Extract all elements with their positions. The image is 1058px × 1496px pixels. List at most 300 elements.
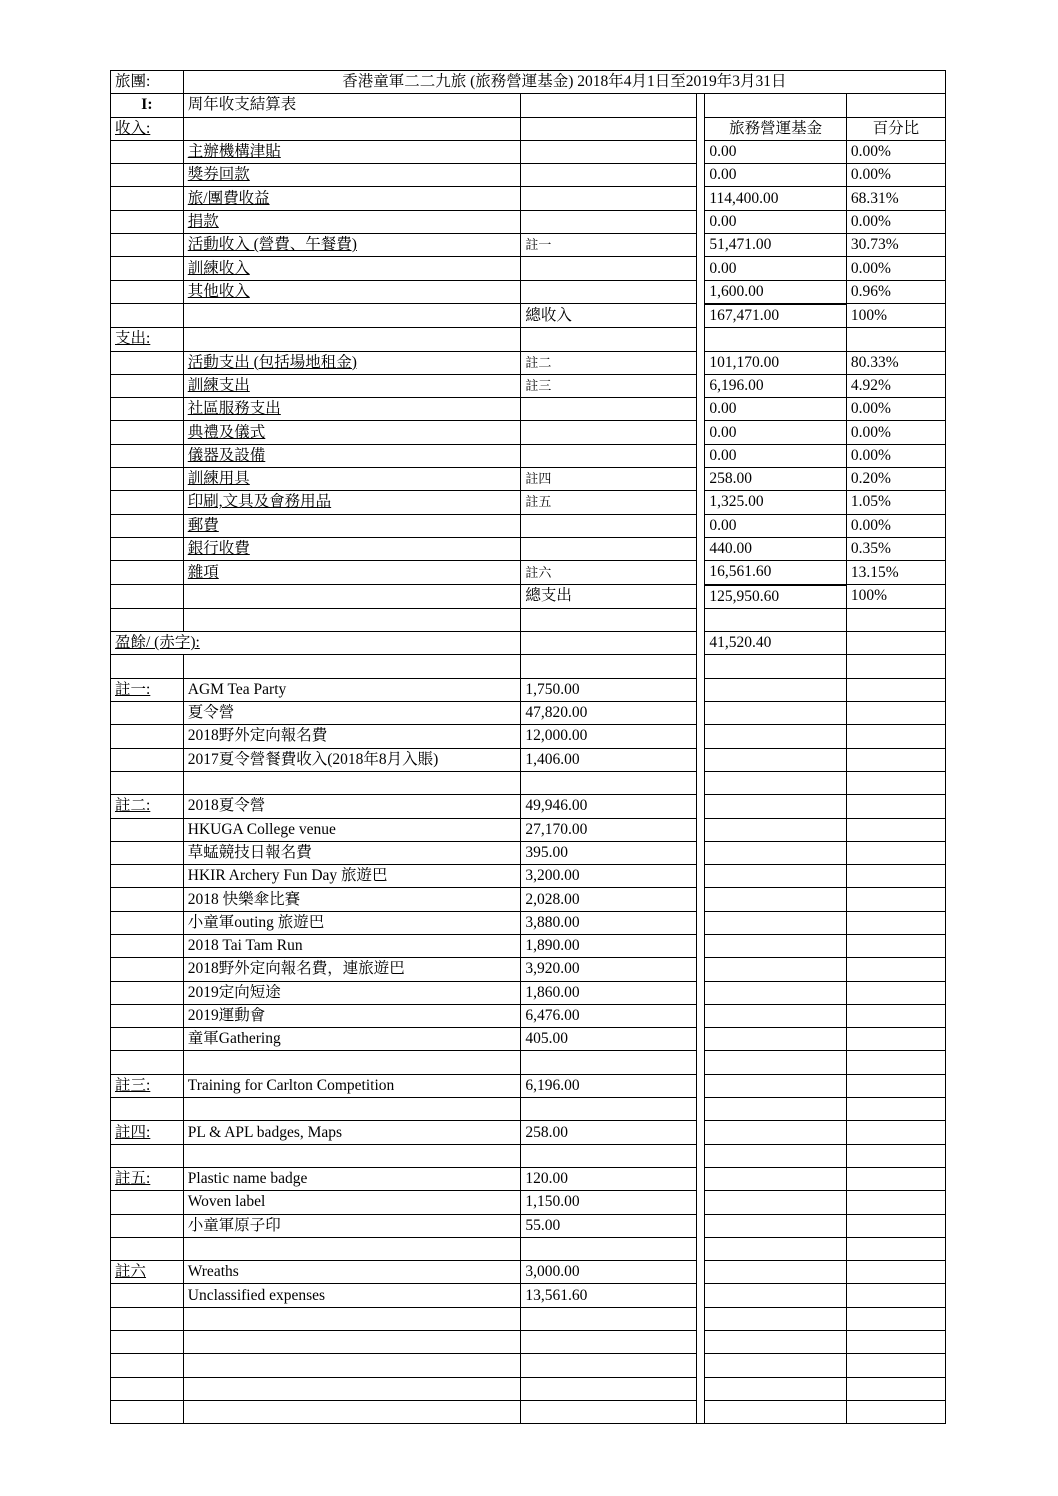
note-item-amount: 395.00 bbox=[521, 841, 697, 864]
note-row bbox=[111, 1261, 946, 1284]
column-gap bbox=[697, 1400, 705, 1423]
blank-cell bbox=[705, 911, 847, 934]
section-number: I: bbox=[111, 94, 184, 117]
blank-cell bbox=[521, 94, 697, 117]
blank-cell bbox=[521, 632, 697, 655]
income-heading: 收入: bbox=[111, 117, 184, 140]
note-row bbox=[111, 1214, 946, 1237]
income-item-amount: 0.00 bbox=[705, 210, 847, 233]
blank-cell bbox=[846, 841, 945, 864]
expense-item-label: 儀器及設備 bbox=[183, 444, 521, 467]
blank-cell bbox=[183, 585, 521, 609]
blank-cell bbox=[705, 771, 847, 794]
blank-cell bbox=[846, 702, 945, 725]
blank-cell bbox=[111, 491, 184, 514]
note-item-label: 2017夏令營餐費收入(2018年8月入賬) bbox=[183, 748, 521, 771]
blank-cell bbox=[705, 328, 847, 351]
column-gap bbox=[697, 94, 705, 117]
blank-cell bbox=[705, 1167, 847, 1190]
expense-row bbox=[111, 468, 946, 491]
blank-cell bbox=[111, 585, 184, 609]
income-item-percent: 0.00% bbox=[846, 257, 945, 280]
column-gap bbox=[697, 1331, 705, 1354]
blank-cell bbox=[705, 1237, 847, 1260]
expense-item-amount: 258.00 bbox=[705, 468, 847, 491]
blank-cell bbox=[705, 748, 847, 771]
blank-cell bbox=[111, 771, 184, 794]
blank-cell bbox=[705, 702, 847, 725]
column-gap bbox=[697, 1051, 705, 1074]
column-gap bbox=[697, 1098, 705, 1121]
blank-cell bbox=[183, 304, 521, 328]
blank-cell bbox=[111, 1144, 184, 1167]
note-row bbox=[111, 818, 946, 841]
blank-cell bbox=[846, 1098, 945, 1121]
blank-cell bbox=[183, 771, 521, 794]
blank-cell bbox=[111, 164, 184, 187]
blank-cell bbox=[705, 1331, 847, 1354]
blank-cell bbox=[183, 1307, 521, 1330]
blank-cell bbox=[111, 655, 184, 678]
blank-row bbox=[111, 608, 946, 631]
expense-item-note bbox=[521, 514, 697, 537]
blank-cell bbox=[846, 934, 945, 957]
surplus-row bbox=[111, 632, 946, 655]
blank-cell bbox=[705, 94, 847, 117]
expense-item-label: 銀行收費 bbox=[183, 537, 521, 560]
income-row bbox=[111, 164, 946, 187]
blank-cell bbox=[705, 795, 847, 818]
note-row bbox=[111, 981, 946, 1004]
note-item-amount: 2,028.00 bbox=[521, 888, 697, 911]
note-key: 註五: bbox=[111, 1167, 184, 1190]
note-item-label: AGM Tea Party bbox=[183, 678, 521, 701]
blank-cell bbox=[705, 818, 847, 841]
column-gap bbox=[697, 818, 705, 841]
blank-row bbox=[111, 1098, 946, 1121]
expense-item-label: 社區服務支出 bbox=[183, 398, 521, 421]
column-gap bbox=[697, 725, 705, 748]
column-gap bbox=[697, 888, 705, 911]
expense-item-note: 註二 bbox=[521, 351, 697, 374]
note-item-label: PL & APL badges, Maps bbox=[183, 1121, 521, 1144]
note-row bbox=[111, 888, 946, 911]
note-row bbox=[111, 958, 946, 981]
note-item-amount: 6,196.00 bbox=[521, 1074, 697, 1097]
blank-cell bbox=[111, 210, 184, 233]
note-row bbox=[111, 1167, 946, 1190]
column-gap bbox=[697, 210, 705, 233]
note-item-amount: 120.00 bbox=[521, 1167, 697, 1190]
blank-cell bbox=[846, 1354, 945, 1377]
blank-cell bbox=[846, 1237, 945, 1260]
income-item-note bbox=[521, 164, 697, 187]
statement-table bbox=[110, 70, 946, 1424]
expense-heading: 支出: bbox=[111, 328, 184, 351]
blank-cell bbox=[705, 1074, 847, 1097]
note-item-label: Training for Carlton Competition bbox=[183, 1074, 521, 1097]
blank-cell bbox=[111, 981, 184, 1004]
column-gap bbox=[697, 1028, 705, 1051]
income-item-note: 註一 bbox=[521, 234, 697, 257]
note-row bbox=[111, 678, 946, 701]
blank-cell bbox=[705, 1121, 847, 1144]
blank-cell bbox=[111, 865, 184, 888]
blank-cell bbox=[111, 537, 184, 560]
blank-cell bbox=[111, 1191, 184, 1214]
column-gap bbox=[697, 911, 705, 934]
expense-item-note: 註六 bbox=[521, 561, 697, 585]
blank-cell bbox=[521, 1331, 697, 1354]
note-item-label: 2019定向短途 bbox=[183, 981, 521, 1004]
report-title: 香港童軍二二九旅 (旅務營運基金) 2018年4月1日至2019年3月31日 bbox=[183, 71, 945, 94]
blank-cell bbox=[183, 1098, 521, 1121]
blank-cell bbox=[111, 1307, 184, 1330]
expense-item-amount: 1,325.00 bbox=[705, 491, 847, 514]
blank-cell bbox=[111, 1214, 184, 1237]
blank-cell bbox=[705, 934, 847, 957]
note-item-amount: 27,170.00 bbox=[521, 818, 697, 841]
note-row bbox=[111, 1284, 946, 1307]
blank-cell bbox=[846, 1191, 945, 1214]
note-item-label: Wreaths bbox=[183, 1261, 521, 1284]
blank-cell bbox=[846, 1028, 945, 1051]
blank-cell bbox=[846, 865, 945, 888]
column-gap bbox=[697, 1167, 705, 1190]
blank-row bbox=[111, 1307, 946, 1330]
note-item-amount: 258.00 bbox=[521, 1121, 697, 1144]
blank-cell bbox=[111, 1004, 184, 1027]
income-row bbox=[111, 280, 946, 304]
blank-row bbox=[111, 1354, 946, 1377]
blank-cell bbox=[705, 1377, 847, 1400]
note-item-label: 2018野外定向報名費，連旅遊巴 bbox=[183, 958, 521, 981]
expense-item-amount: 0.00 bbox=[705, 421, 847, 444]
blank-cell bbox=[705, 841, 847, 864]
blank-cell bbox=[111, 468, 184, 491]
income-row bbox=[111, 140, 946, 163]
header-label: 旅團: bbox=[111, 71, 184, 94]
blank-cell bbox=[111, 1098, 184, 1121]
expense-item-percent: 0.35% bbox=[846, 537, 945, 560]
blank-cell bbox=[846, 678, 945, 701]
blank-cell bbox=[521, 1144, 697, 1167]
column-gap bbox=[697, 655, 705, 678]
expense-item-label: 印刷,文具及會務用品 bbox=[183, 491, 521, 514]
blank-cell bbox=[705, 888, 847, 911]
blank-cell bbox=[521, 117, 697, 140]
blank-cell bbox=[846, 655, 945, 678]
note-row bbox=[111, 725, 946, 748]
expense-item-note: 註四 bbox=[521, 468, 697, 491]
blank-cell bbox=[521, 1354, 697, 1377]
column-gap bbox=[697, 304, 705, 328]
blank-cell bbox=[705, 1214, 847, 1237]
column-gap bbox=[697, 841, 705, 864]
blank-cell bbox=[111, 304, 184, 328]
blank-cell bbox=[846, 981, 945, 1004]
blank-cell bbox=[111, 748, 184, 771]
blank-cell bbox=[111, 1028, 184, 1051]
column-gap bbox=[697, 1237, 705, 1260]
column-gap bbox=[697, 164, 705, 187]
column-gap bbox=[697, 257, 705, 280]
blank-cell bbox=[846, 818, 945, 841]
blank-cell bbox=[846, 771, 945, 794]
blank-cell bbox=[846, 1261, 945, 1284]
blank-cell bbox=[521, 771, 697, 794]
blank-cell bbox=[111, 187, 184, 210]
blank-cell bbox=[183, 608, 521, 631]
note-item-amount: 405.00 bbox=[521, 1028, 697, 1051]
blank-row bbox=[111, 1144, 946, 1167]
blank-cell bbox=[183, 1051, 521, 1074]
blank-cell bbox=[111, 702, 184, 725]
expense-total-percent: 100% bbox=[846, 585, 945, 609]
blank-cell bbox=[111, 1354, 184, 1377]
expense-row bbox=[111, 398, 946, 421]
income-item-percent: 0.96% bbox=[846, 280, 945, 304]
note-item-label: 2018 Tai Tam Run bbox=[183, 934, 521, 957]
expense-item-amount: 16,561.60 bbox=[705, 561, 847, 585]
blank-cell bbox=[183, 1377, 521, 1400]
income-item-percent: 68.31% bbox=[846, 187, 945, 210]
blank-cell bbox=[111, 934, 184, 957]
column-gap bbox=[697, 608, 705, 631]
note-item-label: 2018野外定向報名費 bbox=[183, 725, 521, 748]
note-key: 註六 bbox=[111, 1261, 184, 1284]
blank-cell bbox=[705, 1261, 847, 1284]
blank-cell bbox=[111, 1051, 184, 1074]
blank-cell bbox=[846, 1074, 945, 1097]
blank-cell bbox=[846, 94, 945, 117]
column-gap bbox=[697, 468, 705, 491]
expense-item-note bbox=[521, 444, 697, 467]
blank-cell bbox=[846, 1214, 945, 1237]
income-item-label: 活動收入 (營費、午餐費) bbox=[183, 234, 521, 257]
income-item-note bbox=[521, 280, 697, 304]
blank-row bbox=[111, 1051, 946, 1074]
expense-total-label: 總支出 bbox=[521, 585, 697, 609]
expense-item-amount: 6,196.00 bbox=[705, 374, 847, 397]
blank-cell bbox=[111, 1377, 184, 1400]
note-item-amount: 6,476.00 bbox=[521, 1004, 697, 1027]
blank-cell bbox=[183, 117, 521, 140]
expense-item-label: 活動支出 (包括場地租金) bbox=[183, 351, 521, 374]
note-item-label: 小童軍outing 旅遊巴 bbox=[183, 911, 521, 934]
note-item-amount: 1,150.00 bbox=[521, 1191, 697, 1214]
column-gap bbox=[697, 187, 705, 210]
income-item-note bbox=[521, 210, 697, 233]
note-key: 註四: bbox=[111, 1121, 184, 1144]
blank-cell bbox=[521, 1051, 697, 1074]
note-item-amount: 3,200.00 bbox=[521, 865, 697, 888]
blank-cell bbox=[705, 725, 847, 748]
income-item-percent: 0.00% bbox=[846, 164, 945, 187]
expense-item-note: 註三 bbox=[521, 374, 697, 397]
title-row bbox=[111, 71, 946, 94]
blank-row bbox=[111, 1377, 946, 1400]
blank-cell bbox=[705, 655, 847, 678]
expense-row bbox=[111, 351, 946, 374]
column-gap bbox=[697, 1191, 705, 1214]
expense-item-percent: 0.00% bbox=[846, 514, 945, 537]
note-row bbox=[111, 1191, 946, 1214]
blank-cell bbox=[111, 140, 184, 163]
surplus-amount: 41,520.40 bbox=[705, 632, 847, 655]
blank-cell bbox=[846, 888, 945, 911]
blank-cell bbox=[183, 1331, 521, 1354]
column-gap bbox=[697, 795, 705, 818]
blank-cell bbox=[111, 444, 184, 467]
expense-total-amount: 125,950.60 bbox=[705, 585, 847, 609]
blank-cell bbox=[705, 1354, 847, 1377]
blank-cell bbox=[846, 795, 945, 818]
income-item-label: 訓練收入 bbox=[183, 257, 521, 280]
note-key: 註三: bbox=[111, 1074, 184, 1097]
expense-heading-row bbox=[111, 328, 946, 351]
blank-row bbox=[111, 1331, 946, 1354]
column-gap bbox=[697, 632, 705, 655]
note-item-amount: 1,406.00 bbox=[521, 748, 697, 771]
blank-cell bbox=[846, 1051, 945, 1074]
income-row bbox=[111, 234, 946, 257]
blank-cell bbox=[846, 328, 945, 351]
note-item-label: 草蜢競技日報名費 bbox=[183, 841, 521, 864]
income-item-amount: 1,600.00 bbox=[705, 280, 847, 304]
column-gap bbox=[697, 585, 705, 609]
income-item-percent: 0.00% bbox=[846, 140, 945, 163]
column-gap bbox=[697, 1004, 705, 1027]
blank-cell bbox=[111, 888, 184, 911]
blank-cell bbox=[521, 1307, 697, 1330]
blank-cell bbox=[705, 981, 847, 1004]
income-row bbox=[111, 187, 946, 210]
column-gap bbox=[697, 444, 705, 467]
note-row bbox=[111, 911, 946, 934]
blank-cell bbox=[846, 1144, 945, 1167]
column-gap bbox=[697, 678, 705, 701]
blank-cell bbox=[183, 655, 521, 678]
blank-cell bbox=[705, 608, 847, 631]
note-item-amount: 3,920.00 bbox=[521, 958, 697, 981]
blank-cell bbox=[111, 561, 184, 585]
expense-row bbox=[111, 444, 946, 467]
blank-cell bbox=[705, 958, 847, 981]
blank-cell bbox=[111, 725, 184, 748]
blank-cell bbox=[111, 351, 184, 374]
income-heading-row bbox=[111, 117, 946, 140]
note-item-amount: 1,750.00 bbox=[521, 678, 697, 701]
column-gap bbox=[697, 280, 705, 304]
blank-cell bbox=[705, 1028, 847, 1051]
blank-row bbox=[111, 771, 946, 794]
expense-item-percent: 0.00% bbox=[846, 421, 945, 444]
income-total-label: 總收入 bbox=[521, 304, 697, 328]
blank-cell bbox=[521, 328, 697, 351]
expense-row bbox=[111, 491, 946, 514]
blank-row bbox=[111, 1237, 946, 1260]
expense-row bbox=[111, 421, 946, 444]
blank-cell bbox=[183, 1354, 521, 1377]
section-title: 周年收支結算表 bbox=[183, 94, 521, 117]
column-gap bbox=[697, 1214, 705, 1237]
expense-item-note: 註五 bbox=[521, 491, 697, 514]
column-gap bbox=[697, 958, 705, 981]
income-item-note bbox=[521, 257, 697, 280]
income-item-amount: 0.00 bbox=[705, 164, 847, 187]
expense-row bbox=[111, 514, 946, 537]
note-item-label: Plastic name badge bbox=[183, 1167, 521, 1190]
expense-item-note bbox=[521, 537, 697, 560]
note-item-amount: 1,860.00 bbox=[521, 981, 697, 1004]
income-item-note bbox=[521, 140, 697, 163]
column-gap bbox=[697, 491, 705, 514]
column-gap bbox=[697, 234, 705, 257]
blank-cell bbox=[111, 398, 184, 421]
expense-item-percent: 4.92% bbox=[846, 374, 945, 397]
note-row bbox=[111, 702, 946, 725]
column-gap bbox=[697, 117, 705, 140]
blank-cell bbox=[521, 1237, 697, 1260]
column-gap bbox=[697, 1074, 705, 1097]
note-key: 註一: bbox=[111, 678, 184, 701]
expense-item-note bbox=[521, 398, 697, 421]
expense-row bbox=[111, 537, 946, 560]
expense-item-percent: 0.00% bbox=[846, 444, 945, 467]
expense-item-amount: 101,170.00 bbox=[705, 351, 847, 374]
column-gap bbox=[697, 351, 705, 374]
note-item-label: HKIR Archery Fun Day 旅遊巴 bbox=[183, 865, 521, 888]
income-item-percent: 0.00% bbox=[846, 210, 945, 233]
blank-cell bbox=[705, 678, 847, 701]
expense-item-percent: 13.15% bbox=[846, 561, 945, 585]
column-gap bbox=[697, 561, 705, 585]
blank-cell bbox=[846, 1307, 945, 1330]
income-total-amount: 167,471.00 bbox=[705, 304, 847, 328]
note-item-label: 2018 快樂傘比賽 bbox=[183, 888, 521, 911]
blank-cell bbox=[111, 1237, 184, 1260]
blank-cell bbox=[111, 1284, 184, 1307]
expense-item-label: 郵費 bbox=[183, 514, 521, 537]
income-total-percent: 100% bbox=[846, 304, 945, 328]
column-gap bbox=[697, 748, 705, 771]
note-row bbox=[111, 934, 946, 957]
blank-cell bbox=[846, 911, 945, 934]
column-gap bbox=[697, 1121, 705, 1144]
blank-cell bbox=[705, 1004, 847, 1027]
note-row bbox=[111, 1004, 946, 1027]
blank-cell bbox=[705, 1051, 847, 1074]
blank-cell bbox=[111, 841, 184, 864]
income-item-percent: 30.73% bbox=[846, 234, 945, 257]
income-item-amount: 51,471.00 bbox=[705, 234, 847, 257]
blank-cell bbox=[846, 1400, 945, 1423]
blank-cell bbox=[705, 1307, 847, 1330]
expense-item-amount: 0.00 bbox=[705, 444, 847, 467]
blank-cell bbox=[111, 818, 184, 841]
column-gap bbox=[697, 865, 705, 888]
column-gap bbox=[697, 537, 705, 560]
column-gap bbox=[697, 328, 705, 351]
blank-cell bbox=[705, 1400, 847, 1423]
blank-cell bbox=[705, 1191, 847, 1214]
blank-cell bbox=[111, 958, 184, 981]
blank-cell bbox=[846, 1167, 945, 1190]
column-gap bbox=[697, 514, 705, 537]
blank-cell bbox=[183, 1237, 521, 1260]
column-gap bbox=[697, 771, 705, 794]
